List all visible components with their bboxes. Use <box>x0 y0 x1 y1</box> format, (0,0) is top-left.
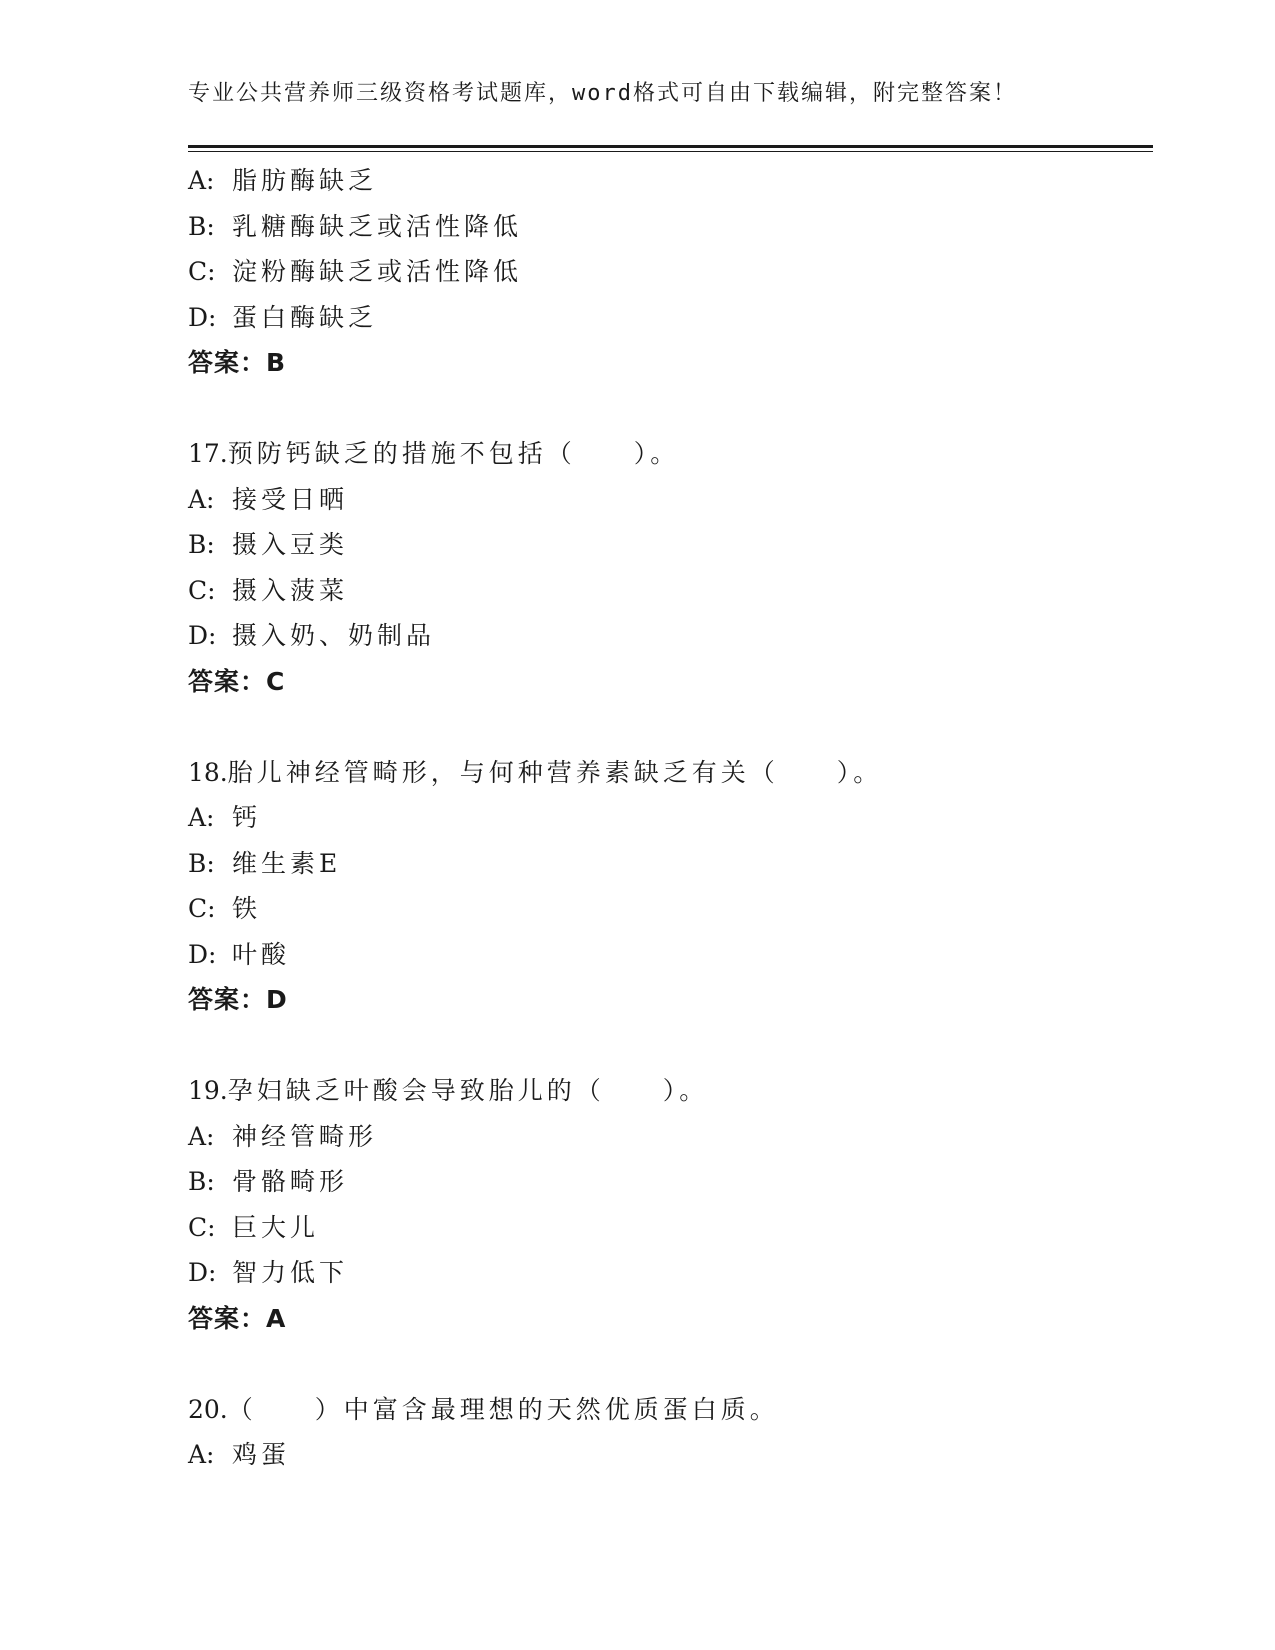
option-letter: A: <box>188 484 215 514</box>
question-number: 18. <box>188 757 228 787</box>
block-spacer <box>188 1023 1153 1069</box>
option-line <box>188 522 1153 568</box>
question-line <box>188 1387 1153 1433</box>
question-text: 孕妇缺乏叶酸会导致胎儿的（ ）。 <box>227 1076 709 1105</box>
question-list <box>188 158 1153 1478</box>
option-letter: A: <box>188 1440 215 1469</box>
option-text: 叶酸 <box>232 939 291 969</box>
question-text: 预防钙缺乏的措施不包括（ ）。 <box>227 439 680 468</box>
question-block <box>188 431 1153 704</box>
answer-line: 答案：A <box>188 1303 287 1333</box>
block-spacer <box>188 1341 1153 1387</box>
option-line <box>188 886 1153 932</box>
option-letter: A: <box>188 166 215 195</box>
answer-line: 答案：B <box>188 348 287 377</box>
option-text: 蛋白酶缺乏 <box>232 302 378 332</box>
option-letter: B: <box>188 530 215 559</box>
question-block <box>188 158 1153 386</box>
option-letter: D: <box>188 939 217 969</box>
question-number: 19. <box>188 1076 228 1105</box>
option-line <box>188 1432 1153 1478</box>
option-text: 接受日晒 <box>232 484 349 514</box>
option-line <box>188 295 1153 341</box>
question-block <box>188 750 1153 1023</box>
block-spacer <box>188 704 1153 750</box>
option-letter: B: <box>188 848 215 878</box>
option-line <box>188 1159 1153 1205</box>
question-line <box>188 1068 1153 1114</box>
option-letter: C: <box>188 894 216 923</box>
option-letter: C: <box>188 575 216 605</box>
page-header: 专业公共营养师三级资格考试题库，word格式可自由下载编辑，附完整答案！ <box>188 81 1017 106</box>
option-letter: C: <box>188 257 216 286</box>
option-line <box>188 841 1153 887</box>
answer-line: 答案：C <box>188 666 286 696</box>
option-text: 铁 <box>232 894 262 923</box>
header-rule-thick <box>188 145 1153 148</box>
option-text: 智力低下 <box>232 1258 349 1287</box>
option-text: 钙 <box>232 803 262 832</box>
option-letter: D: <box>188 302 217 332</box>
option-text: 脂肪酶缺乏 <box>232 166 378 195</box>
option-line <box>188 249 1153 295</box>
option-line <box>188 1114 1153 1160</box>
option-text: 摄入奶、奶制品 <box>232 621 436 650</box>
option-text: 摄入菠菜 <box>232 575 349 605</box>
option-text: 骨骼畸形 <box>232 1167 349 1196</box>
option-letter: D: <box>188 1258 217 1287</box>
option-letter: A: <box>188 1121 215 1151</box>
option-line <box>188 795 1153 841</box>
option-letter: B: <box>188 211 215 241</box>
option-text: 神经管畸形 <box>232 1121 378 1151</box>
option-line <box>188 158 1153 204</box>
option-line <box>188 568 1153 614</box>
option-letter: B: <box>188 1167 215 1196</box>
option-text: 巨大儿 <box>232 1212 320 1242</box>
question-block <box>188 1068 1153 1341</box>
option-letter: D: <box>188 621 217 650</box>
question-number: 20. <box>188 1394 228 1424</box>
block-spacer <box>188 386 1153 432</box>
option-line <box>188 932 1153 978</box>
option-text: 鸡蛋 <box>232 1440 291 1469</box>
option-text: 乳糖酶缺乏或活性降低 <box>232 211 523 241</box>
option-line <box>188 204 1153 250</box>
question-text: （ ）中富含最理想的天然优质蛋白质。 <box>227 1394 779 1424</box>
question-line <box>188 750 1153 796</box>
header-rule-thin <box>188 151 1153 152</box>
option-line <box>188 1205 1153 1251</box>
option-text: 淀粉酶缺乏或活性降低 <box>232 257 523 286</box>
option-line <box>188 477 1153 523</box>
answer-line: 答案：D <box>188 985 288 1014</box>
option-letter: C: <box>188 1212 216 1242</box>
option-letter: A: <box>188 803 215 832</box>
option-text: 维生素E <box>232 848 342 878</box>
option-text: 摄入豆类 <box>232 530 349 559</box>
question-line <box>188 431 1153 477</box>
option-line <box>188 613 1153 659</box>
question-text: 胎儿神经管畸形，与何种营养素缺乏有关（ ）。 <box>227 757 883 787</box>
option-line <box>188 1250 1153 1296</box>
question-number: 17. <box>188 439 228 468</box>
question-block <box>188 1387 1153 1478</box>
